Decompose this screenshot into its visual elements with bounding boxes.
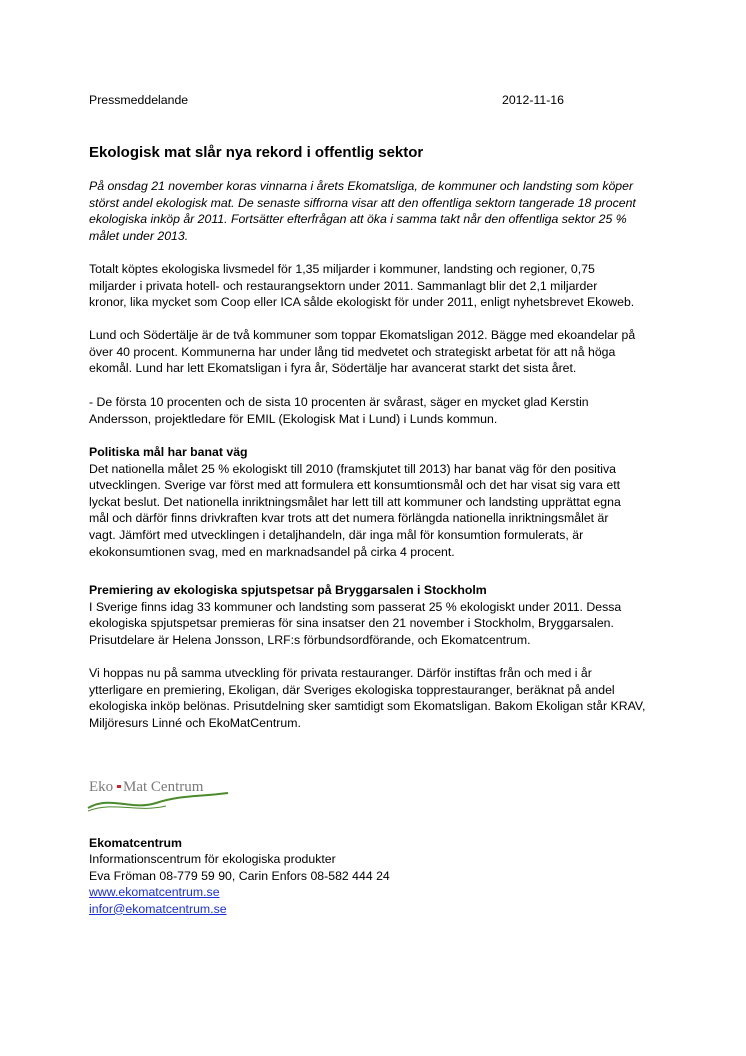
text-line: ekomål. Lund har lett Ekomatsligan i fyra år, Södertälje har avancerat starkt det sista året. bbox=[89, 361, 577, 376]
text-line: Prisutdelare är Helena Jonsson, LRF:s förbundsordförande, och Ekomatcentrum. bbox=[89, 632, 531, 647]
organization-description: Informationscentrum för ekologiska produkter bbox=[89, 852, 336, 867]
text-line: I Sverige finns idag 33 kommuner och landsting som passerat 25 % ekologiskt under 2011. Dessa bbox=[89, 599, 622, 614]
ekomatcentrum-logo bbox=[86, 775, 231, 820]
text-line: kronor, lika mycket som Coop eller ICA sålde ekologiskt för under 2011, enligt nyhetsbrevet Ekoweb. bbox=[89, 295, 635, 310]
lede-line: målet under 2013. bbox=[89, 228, 189, 243]
text-line: Miljöresurs Linné och EkoMatCentrum. bbox=[89, 715, 301, 730]
text-line: Det nationella målet 25 % ekologiskt till 2010 (framskjutet till 2013) har banat väg för den positiva bbox=[89, 461, 617, 476]
text-line: ekokonsumtionen svag, med en marknadsandel på cirka 4 procent. bbox=[89, 544, 455, 559]
text-line: ekologiska spjutspetsar premieras för sina insatser den 21 november i Stockholm, Bryggarsalen. bbox=[89, 616, 614, 631]
text-line: Totalt köptes ekologiska livsmedel för 1,35 miljarder i kommuner, landsting och regioner, 0,75 bbox=[89, 262, 595, 276]
section-premiering bbox=[89, 582, 649, 648]
text-line: utvecklingen. Sverige var först med att formulera ett konsumtionsmål och det har visat sig vara ett bbox=[89, 478, 621, 493]
logo-swoosh-icon bbox=[88, 806, 166, 811]
text-line: vagt. Jämfört med utvecklingen i detaljhandeln, där inga mål för konsumtion formulerats, är bbox=[89, 527, 584, 542]
text-line: - De första 10 procenten och de sista 10 procenten är svårast, säger en mycket glad Kerstin bbox=[89, 395, 589, 409]
text-line: ekologiska inköp belönas. Prisutdelning sker samtidigt som Ekomatsligan. Bakom Ekoligan står KRAV, bbox=[89, 699, 646, 714]
headline: Ekologisk mat slår nya rekord i offentlig sektor bbox=[89, 144, 424, 161]
text-line: Andersson, projektledare för EMIL (Ekologisk Mat i Lund) i Lunds kommun. bbox=[89, 411, 498, 426]
logo-text-eko: Eko bbox=[89, 779, 114, 795]
email-link[interactable]: infor@ekomatcentrum.se bbox=[89, 901, 227, 916]
press-release-label: Pressmeddelande bbox=[89, 93, 189, 107]
text-line: Vi hoppas nu på samma utveckling för privata restauranger. Därför instiftas från och med i år bbox=[89, 666, 592, 680]
paragraph-ekoligan bbox=[89, 665, 649, 731]
contact-block bbox=[89, 835, 390, 917]
lede-line: På onsdag 21 november koras vinnarna i årets Ekomatsliga, de kommuner och landsting som köper bbox=[89, 179, 634, 193]
lede-line: störst andel ekologisk mat. De senaste siffrorna visar att den offentliga sektorn tangerade 18 procent bbox=[89, 195, 636, 210]
paragraph-quote bbox=[89, 394, 649, 427]
website-link[interactable]: www.ekomatcentrum.se bbox=[89, 885, 220, 900]
text-line: över 40 procent. Kommunerna har under lång tid medvetet och strategiskt arbetat för att nå höga bbox=[89, 344, 616, 359]
contact-persons: Eva Fröman 08-779 59 90, Carin Enfors 08-582 444 24 bbox=[89, 868, 390, 883]
document-header bbox=[89, 93, 564, 109]
text-line: Lund och Södertälje är de två kommuner som toppar Ekomatsligan 2012. Bägge med ekoandelar på bbox=[89, 328, 636, 342]
release-date: 2012-11-16 bbox=[502, 93, 564, 107]
lede-paragraph bbox=[89, 178, 649, 244]
text-line: mål och därför finns drivkraften kvar trots att det numera förlängda nationella inriktningsmålet är bbox=[89, 511, 609, 526]
organization-name: Ekomatcentrum bbox=[89, 836, 182, 850]
logo-dot bbox=[117, 785, 121, 788]
text-line: lyckat beslut. Det nationella inriktningsmålet har lett till att kommuner och landsting upprättat egna bbox=[89, 494, 621, 509]
text-line: miljarder i privata hotell- och restaurangsektorn under 2011. Sammanlagt blir det 2,1 miljarder bbox=[89, 278, 598, 293]
text-line: ytterligare en premiering, Ekoligan, där Sveriges ekologiska topprestauranger, beräknat på andel bbox=[89, 682, 615, 697]
logo-text-matcentrum: Mat Centrum bbox=[123, 779, 204, 795]
logo-swoosh-icon bbox=[88, 793, 228, 808]
lede-line: ekologiska inköp år 2011. Fortsätter efterfrågan att öka i samma takt når den offentliga sektor 25 % bbox=[89, 212, 627, 227]
section-heading: Premiering av ekologiska spjutspetsar på Bryggarsalen i Stockholm bbox=[89, 583, 487, 597]
paragraph-lund-sodertalje bbox=[89, 327, 649, 377]
paragraph-totals bbox=[89, 261, 649, 311]
section-heading: Politiska mål har banat väg bbox=[89, 445, 248, 459]
section-political-goals bbox=[89, 444, 649, 560]
